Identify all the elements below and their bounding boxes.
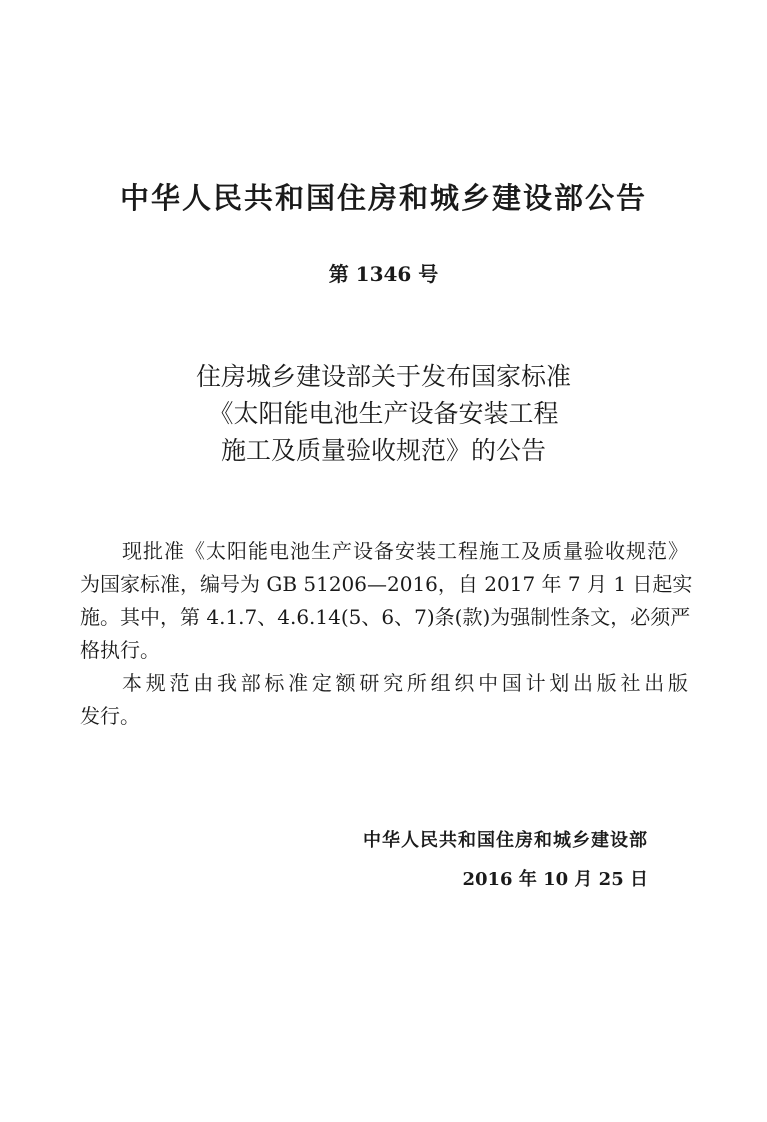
announcement-number: 第 1346 号: [328, 262, 439, 286]
body-line: 为国家标准，编号为 GB 51206—2016，自 2017 年 7 月 1 日起实: [80, 572, 693, 596]
announcement-subtitle: [0, 358, 767, 469]
signature-date: 2016 年 10 月 25 日: [462, 869, 648, 890]
body-line: 发行。: [80, 704, 140, 728]
announcement-body: [80, 535, 693, 733]
subtitle-line: 《太阳能电池生产设备安装工程: [208, 399, 559, 428]
subtitle-line: 住房城乡建设部关于发布国家标准: [195, 362, 571, 391]
body-line: 格执行。: [80, 638, 160, 662]
body-line: 本规范由我部标准定额研究所组织中国计划出版社出版: [122, 671, 688, 695]
body-line: 施。其中，第 4.1.7、4.6.14(5、6、7)条(款)为强制性条文，必须严: [80, 605, 691, 629]
signature-organization: 中华人民共和国住房和城乡建设部: [363, 830, 648, 851]
body-line: 现批准《太阳能电池生产设备安装工程施工及质量验收规范》: [122, 539, 688, 563]
subtitle-line: 施工及质量验收规范》的公告: [220, 436, 546, 465]
announcement-title: 中华人民共和国住房和城乡建设部公告: [119, 181, 647, 215]
